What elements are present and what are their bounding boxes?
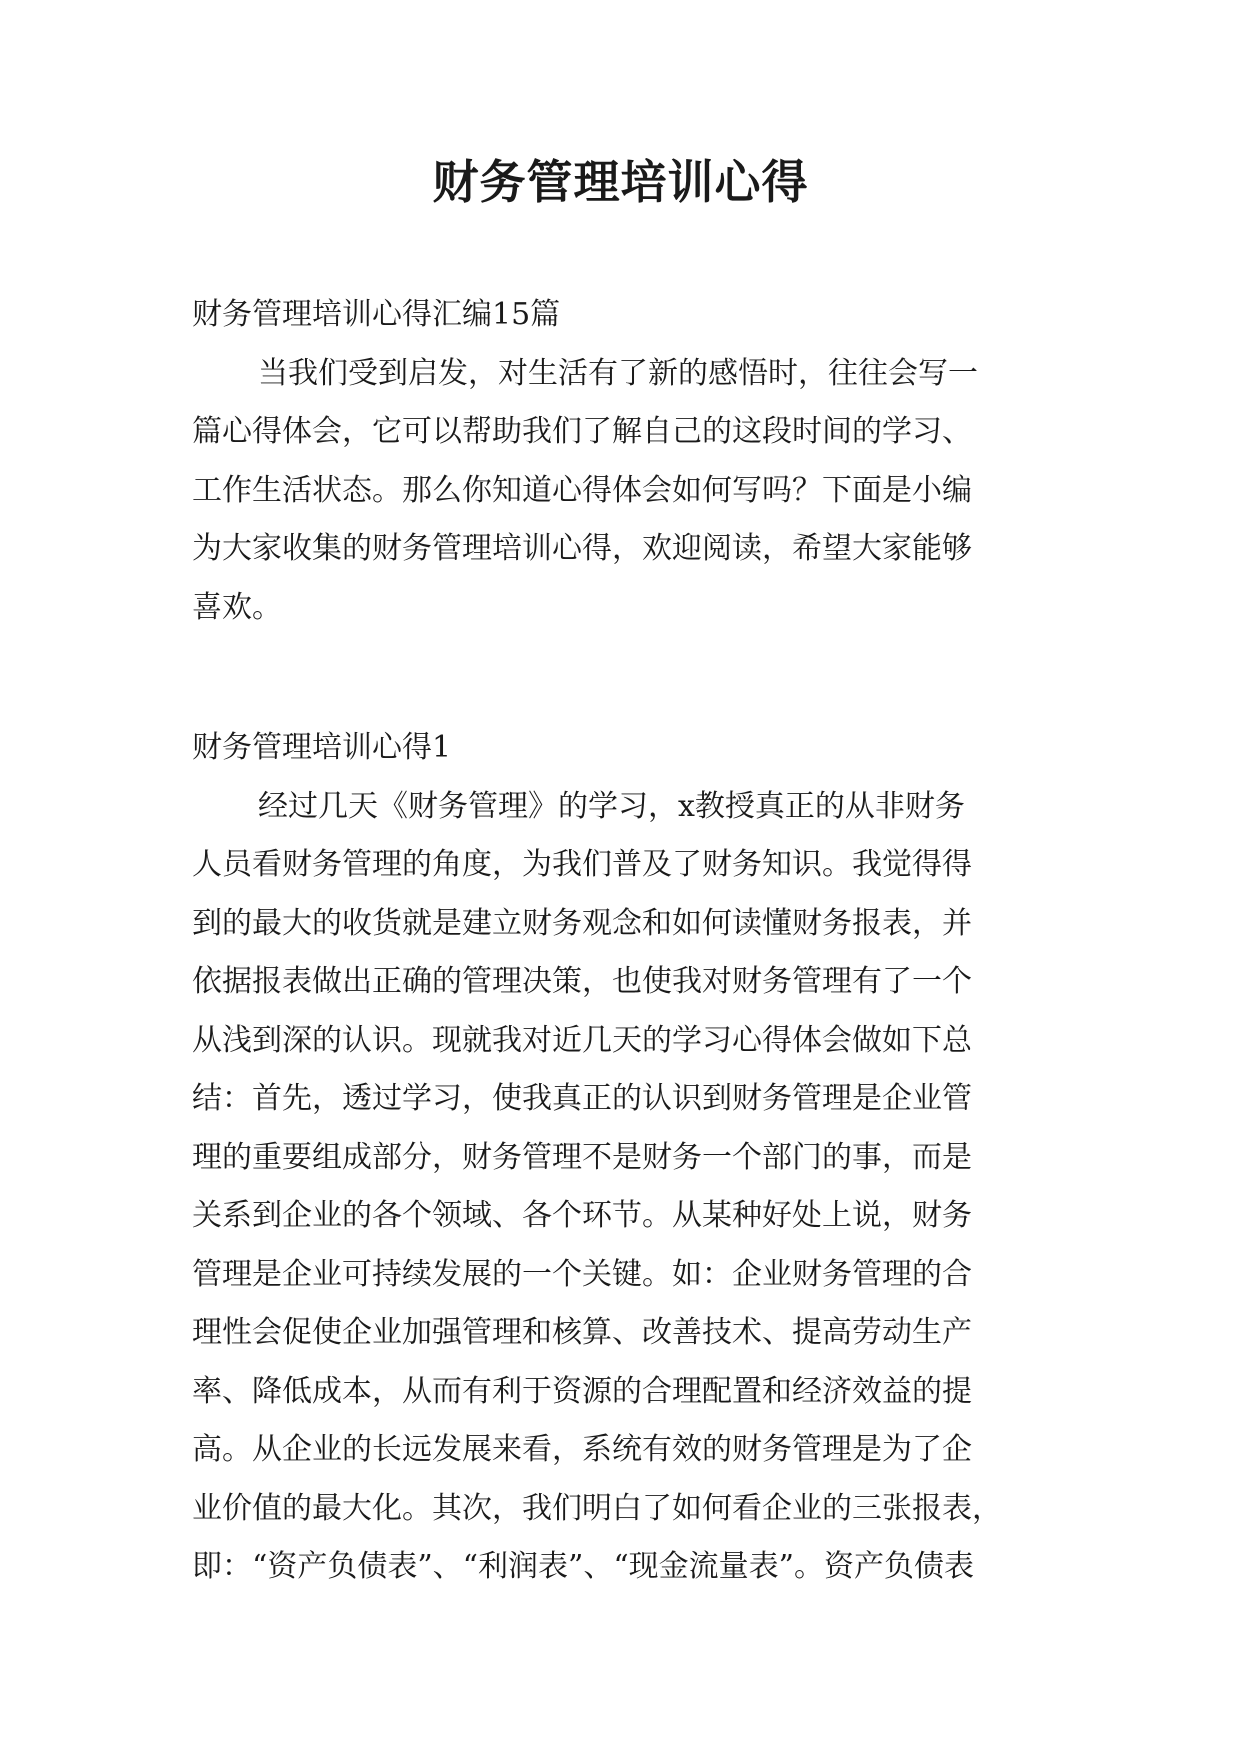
section-line: 理性会促使企业加强管理和核算、改善技术、提高劳动生产 — [192, 1315, 972, 1350]
section-line: 高。从企业的长远发展来看，系统有效的财务管理是为了企 — [192, 1432, 972, 1467]
section-paragraph — [192, 778, 1058, 1597]
intro-line: 喜欢。 — [192, 589, 282, 625]
section-line: 业价值的最大化。其次，我们明白了如何看企业的三张报表， — [192, 1490, 1002, 1526]
section-line: 理的重要组成部分，财务管理不是财务一个部门的事，而是 — [192, 1139, 972, 1175]
intro-paragraph — [192, 345, 1058, 638]
section-line: 结：首先，透过学习，使我真正的认识到财务管理是企业管 — [192, 1081, 972, 1116]
section-line: 关系到企业的各个领域、各个环节。从某种好处上说，财务 — [192, 1198, 972, 1233]
section-heading: 财务管理培训心得1 — [192, 730, 452, 765]
intro-line: 工作生活状态。那么你知道心得体会如何写吗？下面是小编 — [192, 472, 972, 508]
section-line: 管理是企业可持续发展的一个关键。如：企业财务管理的合 — [192, 1256, 972, 1292]
section-line: 人员看财务管理的角度，为我们普及了财务知识。我觉得得 — [192, 847, 972, 882]
section-line: 依据报表做出正确的管理决策，也使我对财务管理有了一个 — [192, 964, 972, 999]
document-subtitle: 财务管理培训心得汇编15篇 — [192, 297, 561, 332]
document-body — [192, 286, 1058, 1597]
intro-line: 篇心得体会，它可以帮助我们了解自己的这段时间的学习、 — [192, 414, 972, 449]
section-gap — [192, 637, 1058, 719]
section-line: 到的最大的收货就是建立财务观念和如何读懂财务报表，并 — [192, 905, 972, 941]
intro-line: 为大家收集的财务管理培训心得，欢迎阅读，希望大家能够 — [192, 531, 972, 566]
section-line: 经过几天《财务管理》的学习，x教授真正的从非财务 — [258, 788, 965, 824]
document-title: 财务管理培训心得 — [432, 155, 809, 209]
section-line: 即：“资产负债表”、“利润表”、“现金流量表”。资产负债表 — [192, 1549, 975, 1584]
section-line: 率、降低成本，从而有利于资源的合理配置和经济效益的提 — [192, 1373, 972, 1409]
intro-line: 当我们受到启发，对生活有了新的感悟时，往往会写一 — [258, 355, 978, 391]
section-line: 从浅到深的认识。现就我对近几天的学习心得体会做如下总 — [192, 1022, 972, 1058]
